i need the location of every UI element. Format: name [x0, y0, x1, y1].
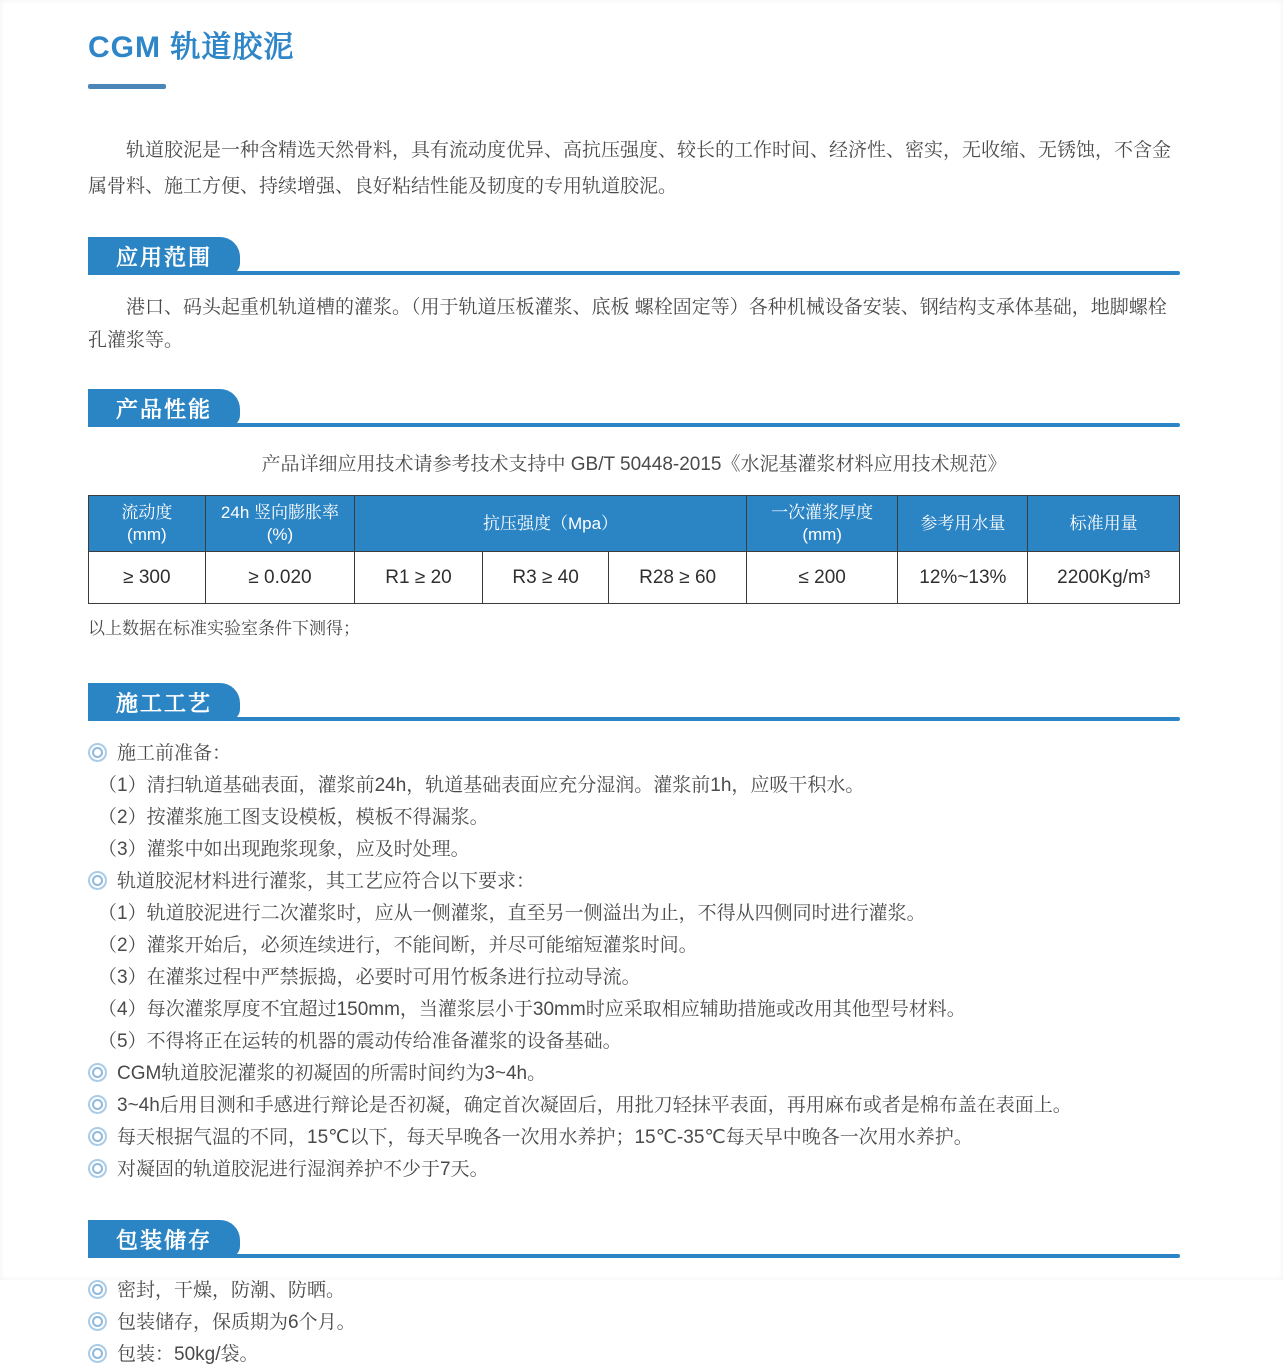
- header-fluidity: [89, 496, 206, 552]
- section-rule: [88, 271, 1180, 275]
- list-item-text: 施工前准备：: [117, 743, 232, 764]
- list-item: [88, 871, 1180, 892]
- list-item: [88, 967, 1180, 988]
- title-underline: [88, 84, 166, 89]
- list-item: [88, 1031, 1180, 1052]
- header-compressive-strength: 抗压强度（Mpa）: [355, 496, 747, 552]
- ring-bullet-icon: [92, 875, 103, 886]
- value-dosage: 2200Kg/m³: [1028, 552, 1180, 604]
- table-header-row: [89, 496, 1180, 552]
- section-tab-application: 应用范围: [88, 237, 240, 275]
- list-item-text: 轨道胶泥材料进行灌浆，其工艺应符合以下要求：: [117, 871, 536, 892]
- list-item: [88, 903, 1180, 924]
- list-item-text: （1）清扫轨道基础表面，灌浆前24h，轨道基础表面应充分湿润。灌浆前1h，应吸干积水。: [98, 775, 865, 796]
- list-item: [88, 1159, 1180, 1180]
- list-item: [88, 999, 1180, 1020]
- value-r3: R3 ≥ 40: [482, 552, 609, 604]
- performance-table: [88, 495, 1180, 604]
- ring-bullet-icon: [92, 747, 103, 758]
- section-tab-packaging: 包装储存: [88, 1220, 240, 1258]
- list-item-text: （2）按灌浆施工图支设模板，模板不得漏浆。: [98, 807, 489, 828]
- section-rule: [88, 717, 1180, 721]
- list-item-text: 3~4h后用目测和手感进行辩论是否初凝，确定首次凝固后，用批刀轻抹平表面，再用麻布或者是棉布盖在表面上。: [117, 1095, 1072, 1116]
- page-title: CGM 轨道胶泥: [88, 31, 295, 64]
- header-text: (mm): [802, 524, 842, 544]
- header-grout-thickness: [746, 496, 898, 552]
- list-item-text: 对凝固的轨道胶泥进行湿润养护不少于7天。: [117, 1159, 489, 1180]
- ring-bullet-icon: [92, 1099, 103, 1110]
- header-expansion: [205, 496, 354, 552]
- packaging-list: [88, 1280, 1180, 1365]
- list-item: [88, 1344, 1180, 1365]
- header-text: (%): [266, 524, 294, 544]
- list-item-text: 包装：50kg/袋。: [117, 1344, 259, 1365]
- table-footnote: 以上数据在标准实验室条件下测得；: [88, 619, 360, 638]
- list-item: [88, 775, 1180, 796]
- header-text: 流动度: [121, 502, 173, 522]
- intro-paragraph: 轨道胶泥是一种含精选天然骨料，具有流动度优异、高抗压强度、较长的工作时间、经济性、密实，无收缩、无锈蚀，不含金属骨料、施工方便、持续增强、良好粘结性能及韧度的专用轨道胶泥。: [88, 140, 1172, 197]
- list-item: [88, 1280, 1180, 1301]
- application-body: 港口、码头起重机轨道槽的灌浆。（用于轨道压板灌浆、底板 螺栓固定等）各种机械设备安装、钢结构支承体基础，地脚螺栓孔灌浆等。: [88, 297, 1167, 351]
- list-item-text: （4）每次灌浆厚度不宜超过150mm，当灌浆层小于30mm时应采取相应辅助措施或改用其他型号材料。: [98, 999, 966, 1020]
- list-item-text: 密封，干燥，防潮、防晒。: [117, 1280, 346, 1301]
- header-standard-dosage: 标准用量: [1028, 496, 1180, 552]
- ring-bullet-icon: [92, 1163, 103, 1174]
- construction-list: [88, 743, 1180, 1180]
- header-text: 24h 竖向膨胀率: [220, 502, 339, 522]
- ring-bullet-icon: [92, 1316, 103, 1327]
- ring-bullet-icon: [92, 1131, 103, 1142]
- section-tab-construction: 施工工艺: [88, 683, 240, 721]
- list-item-text: CGM轨道胶泥灌浆的初凝固的所需时间约为3~4h。: [117, 1063, 547, 1084]
- value-r1: R1 ≥ 20: [355, 552, 483, 604]
- list-item: [88, 1063, 1180, 1084]
- list-item-text: 每天根据气温的不同，15℃以下，每天早晚各一次用水养护；15℃-35℃每天早中晚各一次用水养护。: [117, 1127, 973, 1148]
- standard-reference-note: 产品详细应用技术请参考技术支持中 GB/T 50448-2015《水泥基灌浆材料应用技术规范》: [261, 454, 1007, 475]
- value-fluidity: ≥ 300: [89, 552, 206, 604]
- section-header-packaging: [88, 1220, 1180, 1258]
- list-item-text: （1）轨道胶泥进行二次灌浆时，应从一侧灌浆，直至另一侧溢出为止，不得从四侧同时进行灌浆。: [98, 903, 926, 924]
- list-item-text: （5）不得将正在运转的机器的震动传给准备灌浆的设备基础。: [98, 1031, 622, 1052]
- list-item: [88, 743, 1180, 764]
- header-text: (mm): [127, 524, 167, 544]
- list-item-text: （2）灌浆开始后，必须连续进行，不能间断，并尽可能缩短灌浆时间。: [98, 935, 698, 956]
- header-text: 一次灌浆厚度: [771, 502, 874, 522]
- table-value-row: [89, 552, 1180, 604]
- list-item: [88, 1127, 1180, 1148]
- ring-bullet-icon: [92, 1067, 103, 1078]
- ring-bullet-icon: [92, 1284, 103, 1295]
- section-header-application: [88, 237, 1180, 275]
- list-item-text: 包装储存，保质期为6个月。: [117, 1312, 356, 1333]
- value-thickness: ≤ 200: [746, 552, 898, 604]
- ring-bullet-icon: [92, 1348, 103, 1359]
- section-header-construction: [88, 683, 1180, 721]
- section-tab-performance: 产品性能: [88, 389, 240, 427]
- list-item: [88, 1312, 1180, 1333]
- list-item: [88, 807, 1180, 828]
- header-water-ratio: 参考用水量: [898, 496, 1028, 552]
- list-item: [88, 839, 1180, 860]
- section-rule: [88, 1254, 1180, 1258]
- list-item: [88, 1095, 1180, 1116]
- value-expansion: ≥ 0.020: [205, 552, 354, 604]
- list-item-text: （3）在灌浆过程中严禁振捣，必要时可用竹板条进行拉动导流。: [98, 967, 641, 988]
- value-r28: R28 ≥ 60: [609, 552, 746, 604]
- value-water: 12%~13%: [898, 552, 1028, 604]
- list-item: [88, 935, 1180, 956]
- list-item-text: （3）灌浆中如出现跑浆现象，应及时处理。: [98, 839, 470, 860]
- section-header-performance: [88, 389, 1180, 427]
- section-rule: [88, 423, 1180, 427]
